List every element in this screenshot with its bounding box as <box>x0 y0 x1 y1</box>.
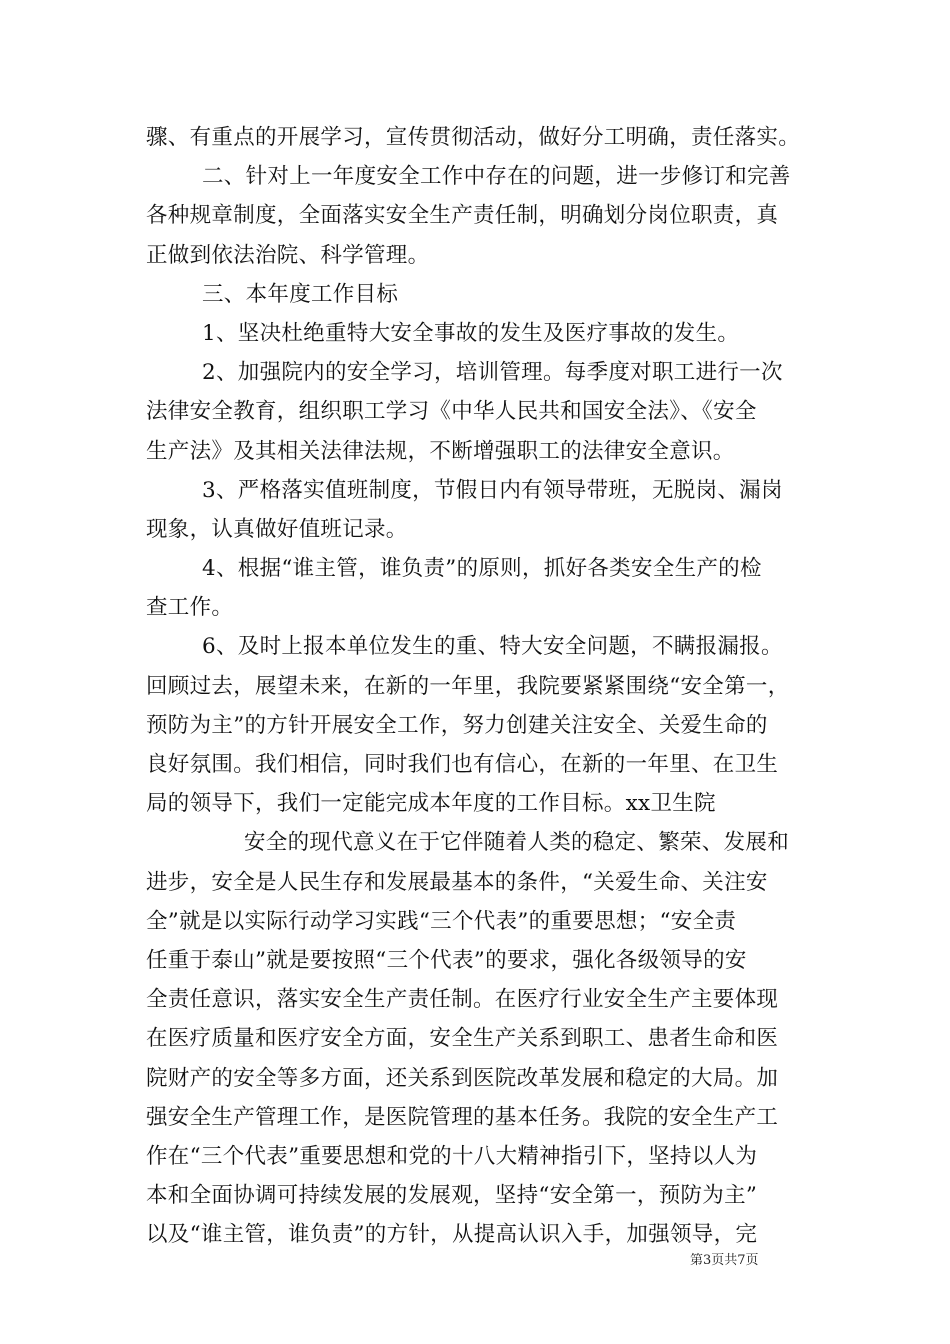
text-line: 3、严格落实值班制度，节假日内有领导带班，无脱岗、漏岗 <box>202 477 783 503</box>
text-line: 2、加强院内的安全学习，培训管理。每季度对职工进行一次 <box>202 360 783 386</box>
text-line: 全责任意识，落实安全生产责任制。在医疗行业安全生产主要体现 <box>146 987 779 1013</box>
text-line: 回顾过去，展望未来，在新的一年里，我院要紧紧围绕“安全第一， <box>146 673 790 699</box>
text-line: 全”就是以实际行动学习实践“三个代表”的重要思想；“安全责 <box>146 908 737 934</box>
text-line: 作在“三个代表”重要思想和党的十八大精神指引下，坚持以人为 <box>146 1143 758 1169</box>
text-line: 现象，认真做好值班记录。 <box>146 516 408 542</box>
text-line: 各种规章制度，全面落实安全生产责任制，明确划分岗位职责，真 <box>146 203 779 229</box>
text-line: 生产法》及其相关法律法规，不断增强职工的法律安全意识。 <box>146 438 735 464</box>
text-line: 预防为主”的方针开展安全工作，努力创建关注安全、关爱生命的 <box>146 712 768 738</box>
text-line: 安全的现代意义在于它伴随着人类的稳定、繁荣、发展和 <box>244 830 790 856</box>
text-line: 局的领导下，我们一定能完成本年度的工作目标。xx卫生院 <box>146 791 716 817</box>
text-line: 骤、有重点的开展学习，宣传贯彻活动，做好分工明确，责任落实。 <box>146 125 801 150</box>
text-line: 1、坚决杜绝重特大安全事故的发生及医疗事故的发生。 <box>202 320 740 346</box>
text-line: 二、针对上一年度安全工作中存在的问题，进一步修订和完善 <box>202 164 791 190</box>
text-line: 任重于泰山”就是要按照“三个代表”的要求，强化各级领导的安 <box>146 947 747 973</box>
text-line: 本和全面协调可持续发展的发展观，坚持“安全第一，预防为主” <box>146 1183 758 1209</box>
text-line: 法律安全教育，组织职工学习《中华人民共和国安全法》、《安全 <box>146 399 757 425</box>
page-number: 第3页共7页 <box>690 1253 759 1268</box>
text-line: 6、及时上报本单位发生的重、特大安全问题，不瞒报漏报。 <box>202 634 783 660</box>
text-line: 在医疗质量和医疗安全方面，安全生产关系到职工、患者生命和医 <box>146 1026 779 1052</box>
section-heading: 三、本年度工作目标 <box>202 281 399 307</box>
text-line: 查工作。 <box>146 595 234 621</box>
text-line: 良好氛围。我们相信，同时我们也有信心，在新的一年里、在卫生 <box>146 752 779 777</box>
body-text <box>146 118 816 1254</box>
text-line: 正做到依法治院、科学管理。 <box>146 242 430 268</box>
text-line: 以及“谁主管，谁负责”的方针，从提高认识入手，加强领导，完 <box>146 1222 758 1248</box>
text-line: 进步，安全是人民生存和发展最基本的条件，“关爱生命、关注安 <box>146 869 768 895</box>
text-line: 4、根据“谁主管，谁负责”的原则，抓好各类安全生产的检 <box>202 556 762 582</box>
text-line: 强安全生产管理工作，是医院管理的基本任务。我院的安全生产工 <box>146 1104 779 1130</box>
text-line: 院财产的安全等多方面，还关系到医院改革发展和稳定的大局。加 <box>146 1065 779 1091</box>
